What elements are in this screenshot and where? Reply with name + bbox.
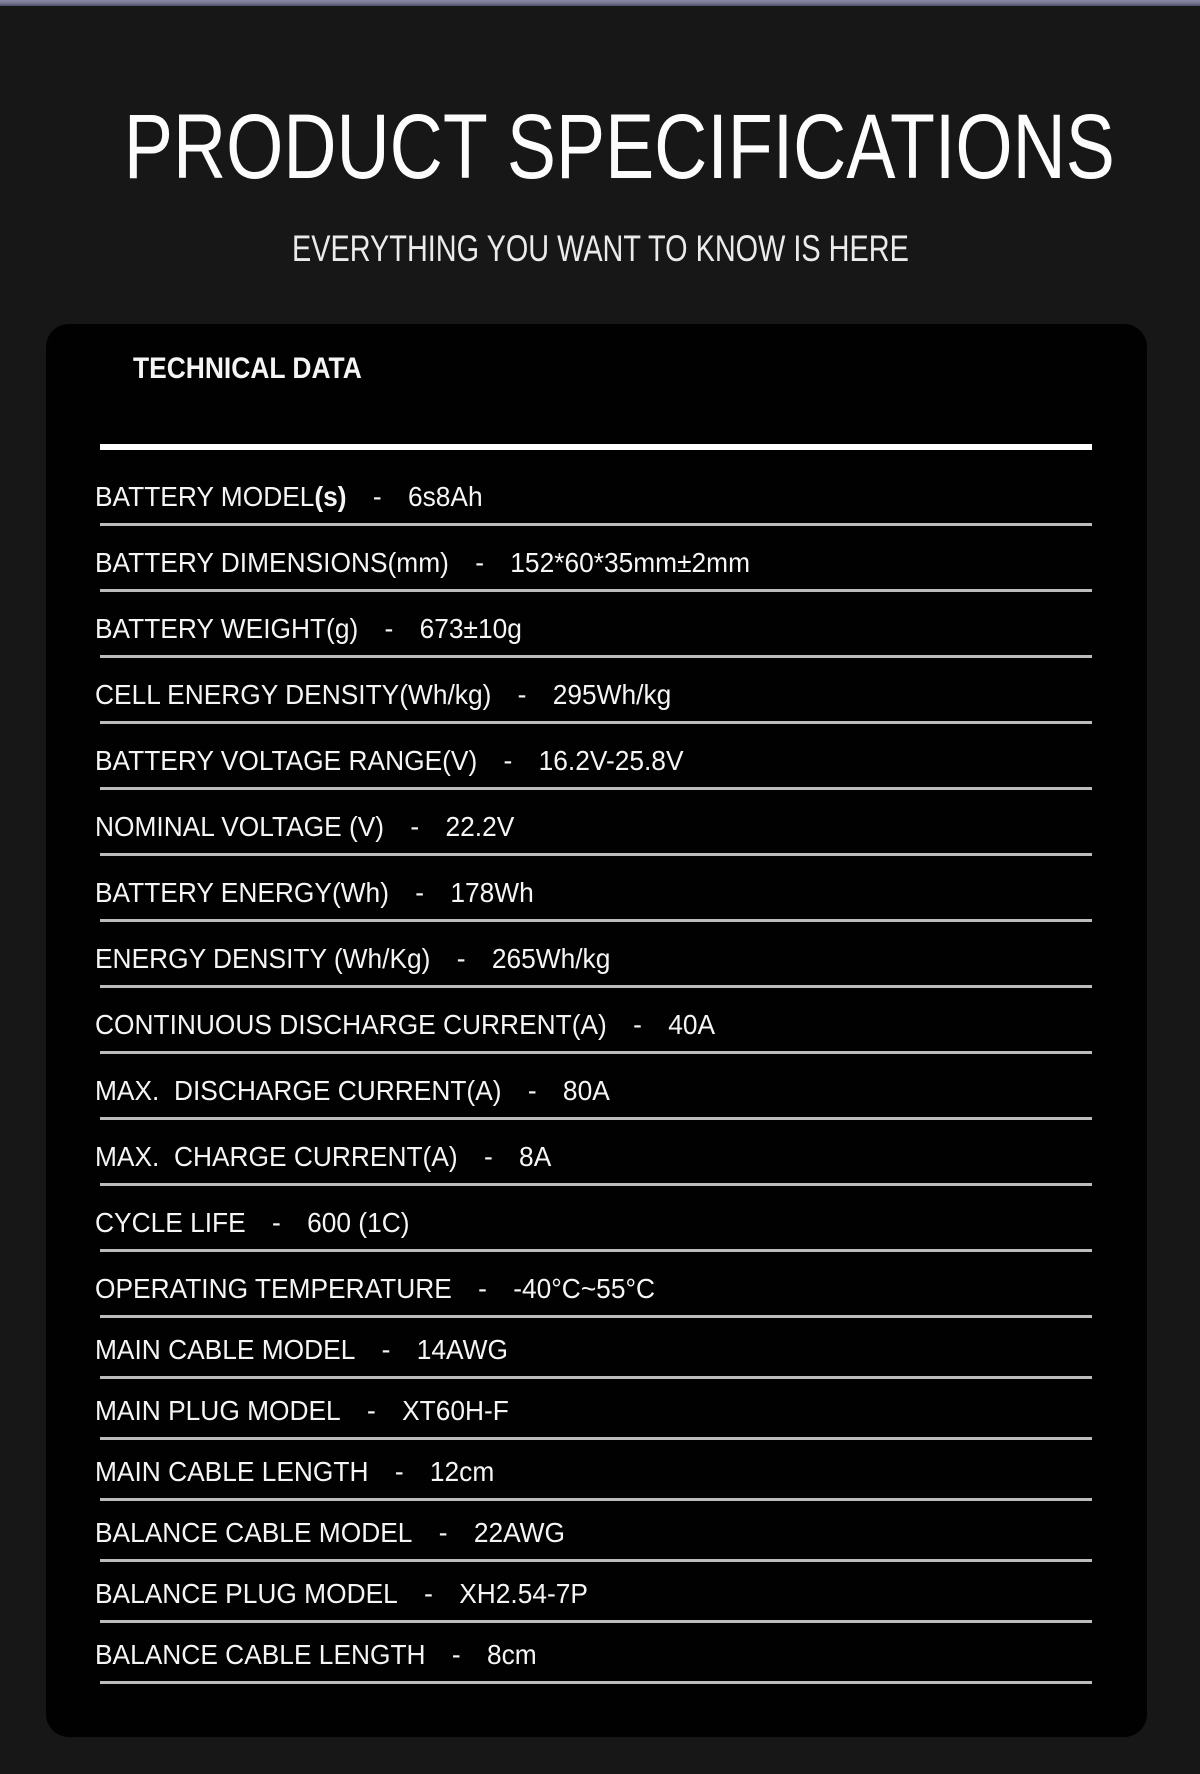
spec-separator: - [475,547,484,578]
spec-separator: - [483,1141,493,1172]
spec-table [95,460,1092,1684]
spec-separator: - [384,613,394,644]
spec-separator: - [478,1273,487,1304]
spec-row-line [95,879,534,907]
spec-separator: - [271,1207,281,1238]
spec-row [95,658,1092,724]
spec-row [95,1379,1092,1440]
spec-separator: - [372,481,382,512]
technical-data-heading [100,324,1092,414]
spec-value: 673±10g [419,613,522,644]
spec-value: 178Wh [450,877,534,908]
spec-label: CELL ENERGY DENSITY(Wh/kg) [95,679,492,710]
spec-row-line [95,1143,551,1171]
spec-value: XT60H-F [402,1395,509,1426]
spec-row [95,460,1092,526]
spec-label: BATTERY WEIGHT(g) [95,613,359,644]
spec-value: 22AWG [473,1517,565,1548]
spec-label: CONTINUOUS DISCHARGE CURRENT(A) [95,1009,607,1040]
spec-row [95,1120,1092,1186]
spec-row-line [95,483,483,511]
spec-row-line [95,549,750,577]
spec-row-line [95,1077,610,1105]
spec-row-line [95,747,683,775]
spec-label: MAIN CABLE LENGTH [95,1456,369,1487]
spec-label: BALANCE CABLE LENGTH [95,1639,426,1670]
spec-row [95,1501,1092,1562]
spec-label: MAX. CHARGE CURRENT(A) [95,1141,458,1172]
spec-label-suffix: (s) [314,481,347,512]
spec-value: 12cm [429,1456,495,1487]
spec-row-line [95,615,522,643]
spec-label: BATTERY ENERGY(Wh) [95,877,389,908]
spec-separator: - [381,1334,391,1365]
spec-label: MAIN PLUG MODEL [95,1395,341,1426]
spec-separator: - [633,1009,642,1040]
spec-row [95,724,1092,790]
spec-value: 295Wh/kg [552,679,672,710]
spec-separator: - [451,1639,461,1670]
spec-label: BALANCE PLUG MODEL [95,1578,398,1609]
spec-separator: - [424,1578,433,1609]
spec-value: 6s8Ah [407,481,483,512]
spec-separator: - [394,1456,404,1487]
spec-value: 22.2V [445,811,515,842]
spec-row-line [95,1580,588,1608]
spec-label: MAX. DISCHARGE CURRENT(A) [95,1075,502,1106]
page-header [0,6,1200,267]
spec-value: 600 (1C) [307,1207,410,1238]
spec-separator: - [367,1395,376,1426]
spec-row [95,1054,1092,1120]
spec-row-line [95,813,514,841]
technical-data-card [46,324,1147,1737]
spec-label: ENERGY DENSITY (Wh/Kg) [95,943,431,974]
spec-separator: - [415,877,425,908]
page-subtitle: EVERYTHING YOU WANT TO KNOW IS HERE [291,228,909,269]
spec-row-line [95,1336,508,1364]
spec-value: 8cm [486,1639,537,1670]
spec-row [95,790,1092,856]
spec-separator: - [438,1517,448,1548]
spec-value: 40A [668,1009,716,1040]
heading-rule [100,444,1092,450]
spec-label: CYCLE LIFE [95,1207,246,1238]
spec-value: 14AWG [416,1334,508,1365]
spec-label: OPERATING TEMPERATURE [95,1273,452,1304]
spec-label: NOMINAL VOLTAGE (V) [95,811,385,842]
spec-value: -40°C~55°C [513,1273,656,1304]
spec-separator: - [517,679,527,710]
spec-row [95,1623,1092,1684]
spec-label: BATTERY DIMENSIONS(mm) [95,547,449,578]
spec-row-line [95,1397,509,1425]
spec-separator: - [410,811,420,842]
title-row [0,6,1200,198]
spec-value: 265Wh/kg [491,943,611,974]
spec-row [95,856,1092,922]
spec-row [95,1318,1092,1379]
spec-value: 8A [519,1141,552,1172]
spec-row [95,1252,1092,1318]
spec-value: 16.2V-25.8V [538,745,684,776]
spec-row [95,922,1092,988]
spec-separator: - [503,745,513,776]
spec-label: BATTERY MODEL [95,481,315,512]
technical-data-heading-text: TECHNICAL DATA [133,352,363,385]
spec-row-line [95,1011,715,1039]
spec-separator: - [527,1075,537,1106]
spec-label: BALANCE CABLE MODEL [95,1517,413,1548]
spec-separator: - [456,943,466,974]
spec-row [95,1186,1092,1252]
spec-row-line [95,1458,494,1486]
spec-row-line [95,945,610,973]
spec-row [95,988,1092,1054]
spec-row-line [95,1641,537,1669]
spec-value: 80A [562,1075,610,1106]
spec-row-line [95,1209,409,1237]
spec-row [95,526,1092,592]
spec-row [95,1562,1092,1623]
spec-label: MAIN CABLE MODEL [95,1334,356,1365]
spec-row-line [95,1275,655,1303]
spec-label: BATTERY VOLTAGE RANGE(V) [95,745,478,776]
page-title: PRODUCT SPECIFICATIONS [123,96,1115,198]
spec-value: 152*60*35mm±2mm [510,547,751,578]
spec-value: XH2.54-7P [459,1578,588,1609]
spec-row [95,592,1092,658]
subtitle-row [0,193,1200,267]
spec-row-line [95,681,671,709]
spec-row [95,1440,1092,1501]
spec-row-line [95,1519,565,1547]
